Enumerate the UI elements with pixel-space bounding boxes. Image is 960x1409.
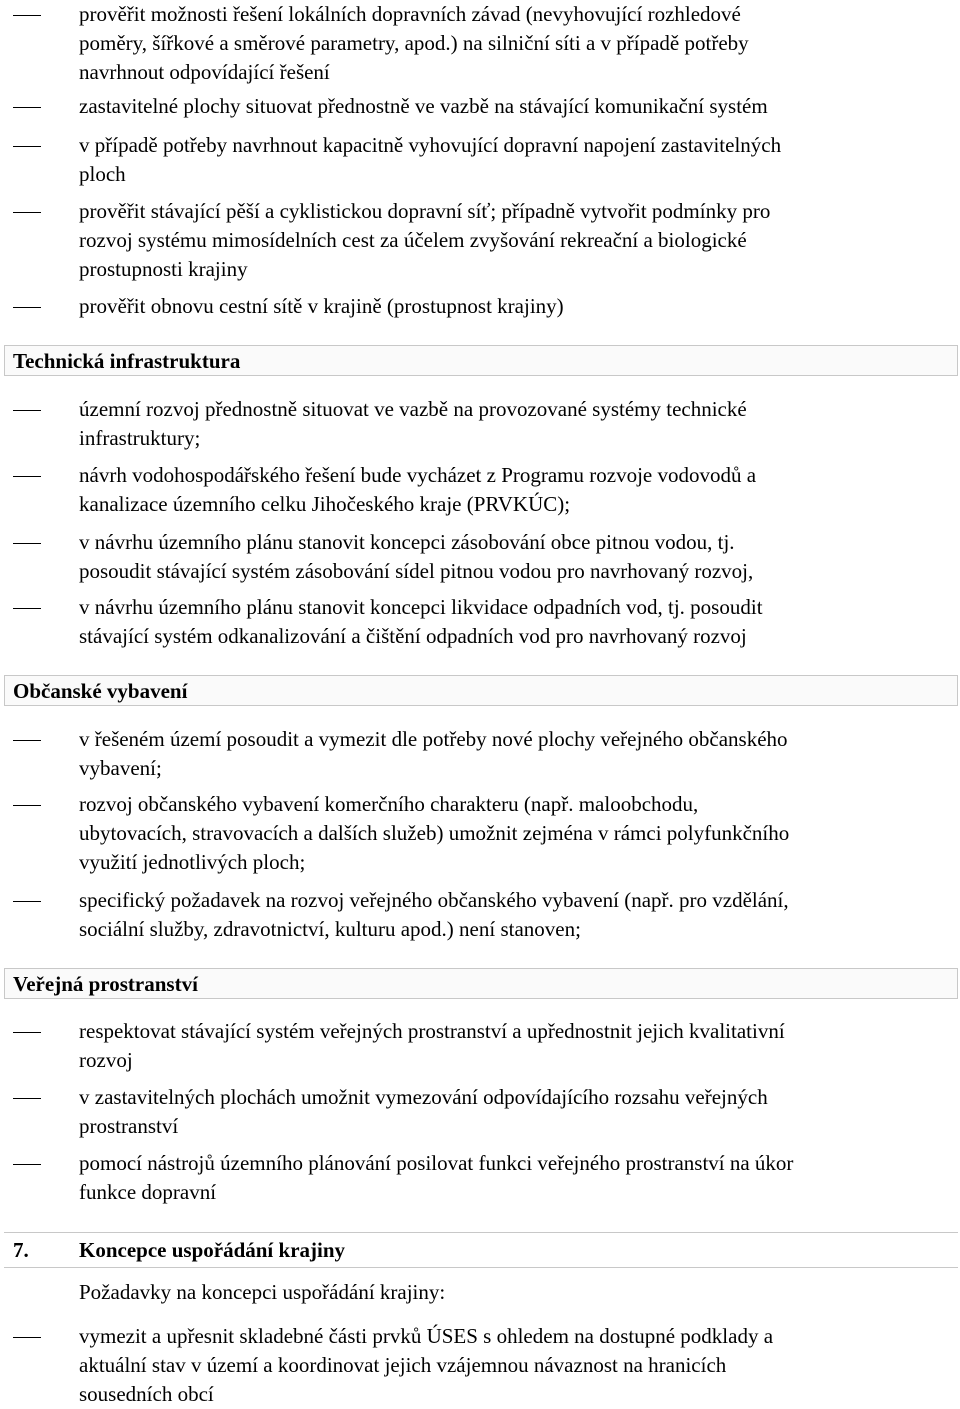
list-item-text: v zastavitelných plochách umožnit vymezování odpovídajícího rozsahu veřejných prostranství bbox=[79, 1085, 768, 1138]
dash-bullet-icon bbox=[13, 1032, 41, 1033]
chapter-title: Koncepce uspořádání krajiny bbox=[79, 1238, 346, 1262]
chapter-number: 7. bbox=[13, 1238, 29, 1262]
dash-bullet-icon bbox=[13, 15, 41, 16]
dash-bullet-icon bbox=[13, 307, 41, 308]
dash-bullet-icon bbox=[13, 805, 41, 806]
section-heading-public-space bbox=[4, 968, 958, 999]
section-heading-technical bbox=[4, 345, 958, 376]
intro-paragraph: Požadavky na koncepci uspořádání krajiny: bbox=[79, 1280, 446, 1304]
dash-bullet-icon bbox=[13, 1164, 41, 1165]
list-item-text: v návrhu územního plánu stanovit koncepci likvidace odpadních vod, tj. posoudit stávající systém odkanalizování a čištění odpadních vod pro navrhovaný rozvoj bbox=[79, 595, 763, 648]
list-item-text: respektovat stávající systém veřejných prostranství a upřednostnit jejich kvalitativní rozvoj bbox=[79, 1019, 785, 1072]
list-item-text: prověřit možnosti řešení lokálních dopravních závad (nevyhovující rozhledové poměry, šířkové a směrové parametry, apod.) na silniční síti a v případě potřeby navrhnout odpovídající řešení bbox=[79, 2, 749, 84]
section-heading-text: Občanské vybavení bbox=[13, 679, 188, 703]
dash-bullet-icon bbox=[13, 740, 41, 741]
dash-bullet-icon bbox=[13, 146, 41, 147]
dash-bullet-icon bbox=[13, 901, 41, 902]
dash-bullet-icon bbox=[13, 107, 41, 108]
list-item-text: návrh vodohospodářského řešení bude vycházet z Programu rozvoje vodovodů a kanalizace územního celku Jihočeského kraje (PRVKÚC); bbox=[79, 463, 757, 516]
list-item-text: rozvoj občanského vybavení komerčního charakteru (např. maloobchodu, ubytovacích, stravovacích a dalších služeb) umožnit zejména v rámci polyfunkčního využití jednotlivých ploch; bbox=[79, 792, 790, 874]
dash-bullet-icon bbox=[13, 476, 41, 477]
list-item-text: zastavitelné plochy situovat přednostně ve vazbě na stávající komunikační systém bbox=[79, 94, 768, 118]
section-heading-civic bbox=[4, 675, 958, 706]
list-item-text: prověřit stávající pěší a cyklistickou dopravní síť; případně vytvořit podmínky pro rozvoj systému mimosídelních cest za účelem zvyšování rekreační a biologické prostupnosti krajiny bbox=[79, 199, 771, 281]
list-item-text: územní rozvoj přednostně situovat ve vazbě na provozované systémy technické infrastruktury; bbox=[79, 397, 747, 450]
dash-bullet-icon bbox=[13, 1098, 41, 1099]
dash-bullet-icon bbox=[13, 608, 41, 609]
list-item-text: v řešeném území posoudit a vymezit dle potřeby nové plochy veřejného občanského vybavení; bbox=[79, 727, 788, 780]
dash-bullet-icon bbox=[13, 543, 41, 544]
list-item-text: vymezit a upřesnit skladebné části prvků ÚSES s ohledem na dostupné podklady a aktuální stav v území a koordinovat jejich vzájemnou návaznost na hranicích sousedních obcí bbox=[79, 1324, 774, 1406]
section-heading-text: Veřejná prostranství bbox=[13, 972, 198, 996]
list-item-text: specifický požadavek na rozvoj veřejného občanského vybavení (např. pro vzdělání, sociální služby, zdravotnictví, kulturu apod.) není stanoven; bbox=[79, 888, 789, 941]
dash-bullet-icon bbox=[13, 1337, 41, 1338]
list-item-text: v případě potřeby navrhnout kapacitně vyhovující dopravní napojení zastavitelných ploch bbox=[79, 133, 782, 186]
section-heading-text: Technická infrastruktura bbox=[13, 349, 241, 373]
chapter-heading-landscape bbox=[4, 1232, 958, 1268]
list-item-text: pomocí nástrojů územního plánování posilovat funkci veřejného prostranství na úkor funkce dopravní bbox=[79, 1151, 794, 1204]
list-item-text: prověřit obnovu cestní sítě v krajině (prostupnost krajiny) bbox=[79, 294, 564, 318]
dash-bullet-icon bbox=[13, 212, 41, 213]
list-item-text: v návrhu územního plánu stanovit koncepci zásobování obce pitnou vodou, tj. posoudit stávající systém zásobování sídel pitnou vodou pro navrhovaný rozvoj, bbox=[79, 530, 754, 583]
dash-bullet-icon bbox=[13, 410, 41, 411]
